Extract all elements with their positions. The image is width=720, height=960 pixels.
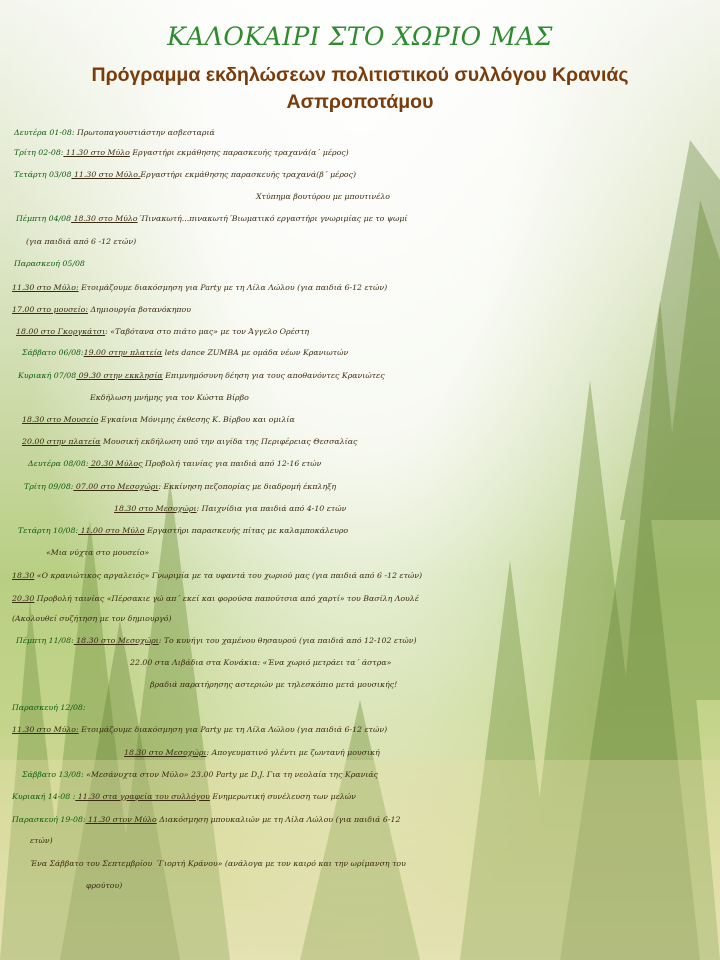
schedule-description: «Μεσάνυχτα στον Μύλο» 23.00 Party με D.J. Για τη νεολαία της Κρανιάς [83, 770, 379, 779]
schedule-line [0, 658, 720, 667]
schedule-description: «Μια νύχτα στο μουσείο» [46, 548, 150, 557]
schedule-line [0, 415, 720, 424]
schedule-description: βραδιά παρατήρησης αστεριών με τηλεσκόπιο μετά μουσικής! [150, 680, 398, 689]
schedule-line [0, 305, 720, 314]
schedule-description: 22.00 στα Λιβάδια στα Κονάκια: «Ένα χωριό μετράει τα΄ άστρα» [130, 658, 392, 667]
schedule-description: Διακόσμηση μπουκαλιών με τη Λίλα Λώλου (για παιδιά 6-12 [156, 815, 401, 824]
schedule-description: Εργαστήρι εκμάθησης παρασκευής τραχανά(α΄ μέρος) [129, 148, 349, 157]
schedule-day: Σάββατο 06/08: [22, 348, 84, 357]
poster-title: ΚΑΛΟΚΑΙΡΙ ΣΤΟ ΧΩΡΙΟ ΜΑΣ [167, 22, 553, 51]
subtitle-line-1: Πρόγραμμα εκδηλώσεων πολιτιστικού συλλόγου Κρανιάς [91, 64, 629, 86]
schedule-description: Μουσική εκδήλωση υπό την αιγίδα της Περιφέρειας Θεσσαλίας [100, 437, 358, 446]
schedule-description: Προβολή ταινίας για παιδιά από 12-16 ετών [142, 459, 322, 468]
schedule-day: Τετάρτη 03/08 [14, 170, 72, 179]
schedule-line [0, 459, 720, 468]
schedule-line [0, 348, 720, 357]
schedule-time-place: 18.30 στο Μεσοχώρι [124, 748, 207, 757]
schedule-description: Εγκαίνια Μόνιμης έκθεσης Κ. Βίρβου και ομιλία [98, 415, 295, 424]
schedule-description: lets dance ZUMBA με ομάδα νέων Κρανιωτών [162, 348, 349, 357]
subtitle-line-2: Ασπροποτάμου [286, 91, 434, 113]
schedule-day: Δευτέρα 08/08: [28, 459, 89, 468]
schedule-day: Κυριακή 14-08 : [12, 792, 76, 801]
schedule-day: Παρασκευή 05/08 [14, 259, 85, 268]
schedule-description: (Ακολουθεί συζήτηση με τον δημιουργό) [12, 614, 172, 623]
schedule-line [0, 259, 720, 268]
schedule-line [0, 526, 720, 535]
schedule-time-place: 11.30 στα γραφεία του συλλόγου [75, 792, 210, 801]
schedule-line [0, 636, 720, 645]
schedule-line [0, 770, 720, 779]
schedule-line [0, 725, 720, 734]
schedule-time-place: 18.30 στο Μεσοχώρι [73, 636, 159, 645]
schedule-line [0, 283, 720, 292]
schedule-line [0, 881, 720, 890]
schedule-line [0, 148, 720, 157]
schedule-time-place: 09.30 στην εκκλησία [76, 371, 163, 380]
schedule-line [0, 594, 720, 603]
schedule-time-place: 11.30 στον Μύλο [85, 815, 157, 824]
schedule-description: Προβολή ταινίας «Πέρσακιε γώ απ΄ εκεί και φορούσα παπούτσια από χαρτί» του Βασίλη Λουλέ [34, 594, 419, 603]
schedule-time-place: 18.00 στο Γκοργκάτσι [16, 327, 106, 336]
schedule-line [0, 815, 720, 824]
schedule-description: Επιμνημόσυνη δέηση για τους αποθανόντες Κρανιώτες [162, 371, 385, 380]
schedule-day: Σάββατο 13/08: [22, 770, 84, 779]
schedule-time-place: 19.00 στην πλατεία [83, 348, 163, 357]
schedule-description: Ενημερωτική συνέλευση των μελών [209, 792, 356, 801]
schedule-line [0, 371, 720, 380]
schedule-line [0, 237, 720, 246]
schedule-time-place: 11.30 στο Μύλο: [12, 725, 79, 734]
schedule-description: : Παιχνίδια για παιδιά από 4-10 ετών [196, 504, 347, 513]
schedule-time-place: 18.30 στο Μουσείο [22, 415, 99, 424]
schedule-description: Ετοιμάζουμε διακόσμηση για Party με τη Λίλα Λώλου (για παιδιά 6-12 ετών) [78, 283, 388, 292]
schedule-line [0, 836, 720, 845]
schedule-line [0, 214, 720, 223]
schedule-day: Δευτέρα 01-08: [14, 128, 75, 137]
schedule-description: Εργαστήρι παρασκευής πίτας με καλαμποκάλευρο [144, 526, 349, 535]
schedule-description: : Απογευματινό γλέντι με ζωντανή μουσική [206, 748, 380, 757]
schedule-time-place: 11.30 στο Μύλο [63, 148, 130, 157]
schedule-day: Τετάρτη 10/08: [18, 526, 79, 535]
schedule-description: ετών) [30, 836, 53, 845]
schedule-line [0, 437, 720, 446]
schedule-line [0, 393, 720, 402]
schedule-description: (για παιδιά από 6 -12 ετών) [26, 237, 137, 246]
schedule-time-place: 11.00 στο Μύλο [78, 526, 145, 535]
schedule-time-place: 18.30 στο Μύλο [71, 214, 138, 223]
schedule-time-place: 07.00 στο Μεσοχώρι [73, 482, 159, 491]
schedule-day: Πέμπτη 04/08 [16, 214, 72, 223]
schedule-description: Πρωτοπαγουστιάστην ασβεσταριά [74, 128, 215, 137]
schedule-line [0, 128, 720, 137]
schedule-line [0, 548, 720, 557]
schedule-description: : «Ταβότανα στο πιάτο μας» με τον Άγγελο Ορέστη [105, 327, 310, 336]
schedule-line [0, 614, 720, 623]
schedule-line [0, 192, 720, 201]
schedule-day: Πέμπτη 11/08: [16, 636, 74, 645]
schedule-time-place: 17.00 στο μουσείο: [12, 305, 88, 314]
schedule-time-place: 18.30 [12, 571, 35, 580]
schedule-line [0, 792, 720, 801]
schedule-line [0, 703, 720, 712]
schedule-line [0, 170, 720, 179]
schedule-line [0, 859, 720, 868]
schedule-description: : Το κυνήγι του χαμένου θησαυρού (για παιδιά από 12-102 ετών) [158, 636, 417, 645]
schedule-description: Ένα Σάββατο του Σεπτεμβρίου ΄Γιορτή Κράνου» (ανάλογα με τον καιρό και την ωρίμανση του [30, 859, 406, 868]
schedule-description: φρούτου) [86, 881, 123, 890]
schedule-time-place: 20.00 στην πλατεία [22, 437, 101, 446]
schedule-description: Δημιουργία βοτανόκηπου [88, 305, 191, 314]
schedule-line [0, 482, 720, 491]
schedule-time-place: 18.30 στο Μεσοχώρι [114, 504, 197, 513]
schedule-line [0, 571, 720, 580]
schedule-day: Παρασκευή 12/08: [12, 703, 86, 712]
schedule-description: Εκδήλωση μνήμης για τον Κώστα Βίρβο [90, 393, 249, 402]
schedule-line [0, 748, 720, 757]
schedule-day: Παρασκευή 19-08: [12, 815, 86, 824]
schedule-time-place: 20.30 Μύλος [88, 459, 143, 468]
schedule-line [0, 327, 720, 336]
schedule-line [0, 680, 720, 689]
schedule-day: Τρίτη 02-08: [14, 148, 64, 157]
schedule-description: Εργαστήρι εκμάθησης παρασκευής τραχανά(β΄ μέρος) [140, 170, 357, 179]
schedule-description: «Ο κρανιώτικος αργαλειός» Γνωριμία με τα υφαντά του χωριού μας (για παιδιά από 6 -12 ετών) [34, 571, 423, 580]
schedule-description: ΄Πινακωτή...πινακωτή΄Βιωματικό εργαστήρι γνωριμίας με το ψωμί [137, 214, 408, 223]
poster-subtitle [0, 62, 720, 116]
schedule-time-place: 11.30 στο Μύλο. [71, 170, 141, 179]
schedule-time-place: 11.30 στο Μύλο: [12, 283, 79, 292]
schedule-description: Χτύπημα βουτύρου με μπουτινέλο [256, 192, 390, 201]
schedule-description: : Εκκίνηση πεζοπορίας με διαδρομή έκπληξη [158, 482, 337, 491]
schedule-day: Τρίτη 09/08: [24, 482, 74, 491]
schedule-description: Ετοιμάζουμε διακόσμηση για Party με τη Λίλα Λώλου (για παιδιά 6-12 ετών) [78, 725, 388, 734]
schedule-line [0, 504, 720, 513]
schedule-day: Κυριακή 07/08 [18, 371, 77, 380]
schedule-time-place: 20.30 [12, 594, 35, 603]
